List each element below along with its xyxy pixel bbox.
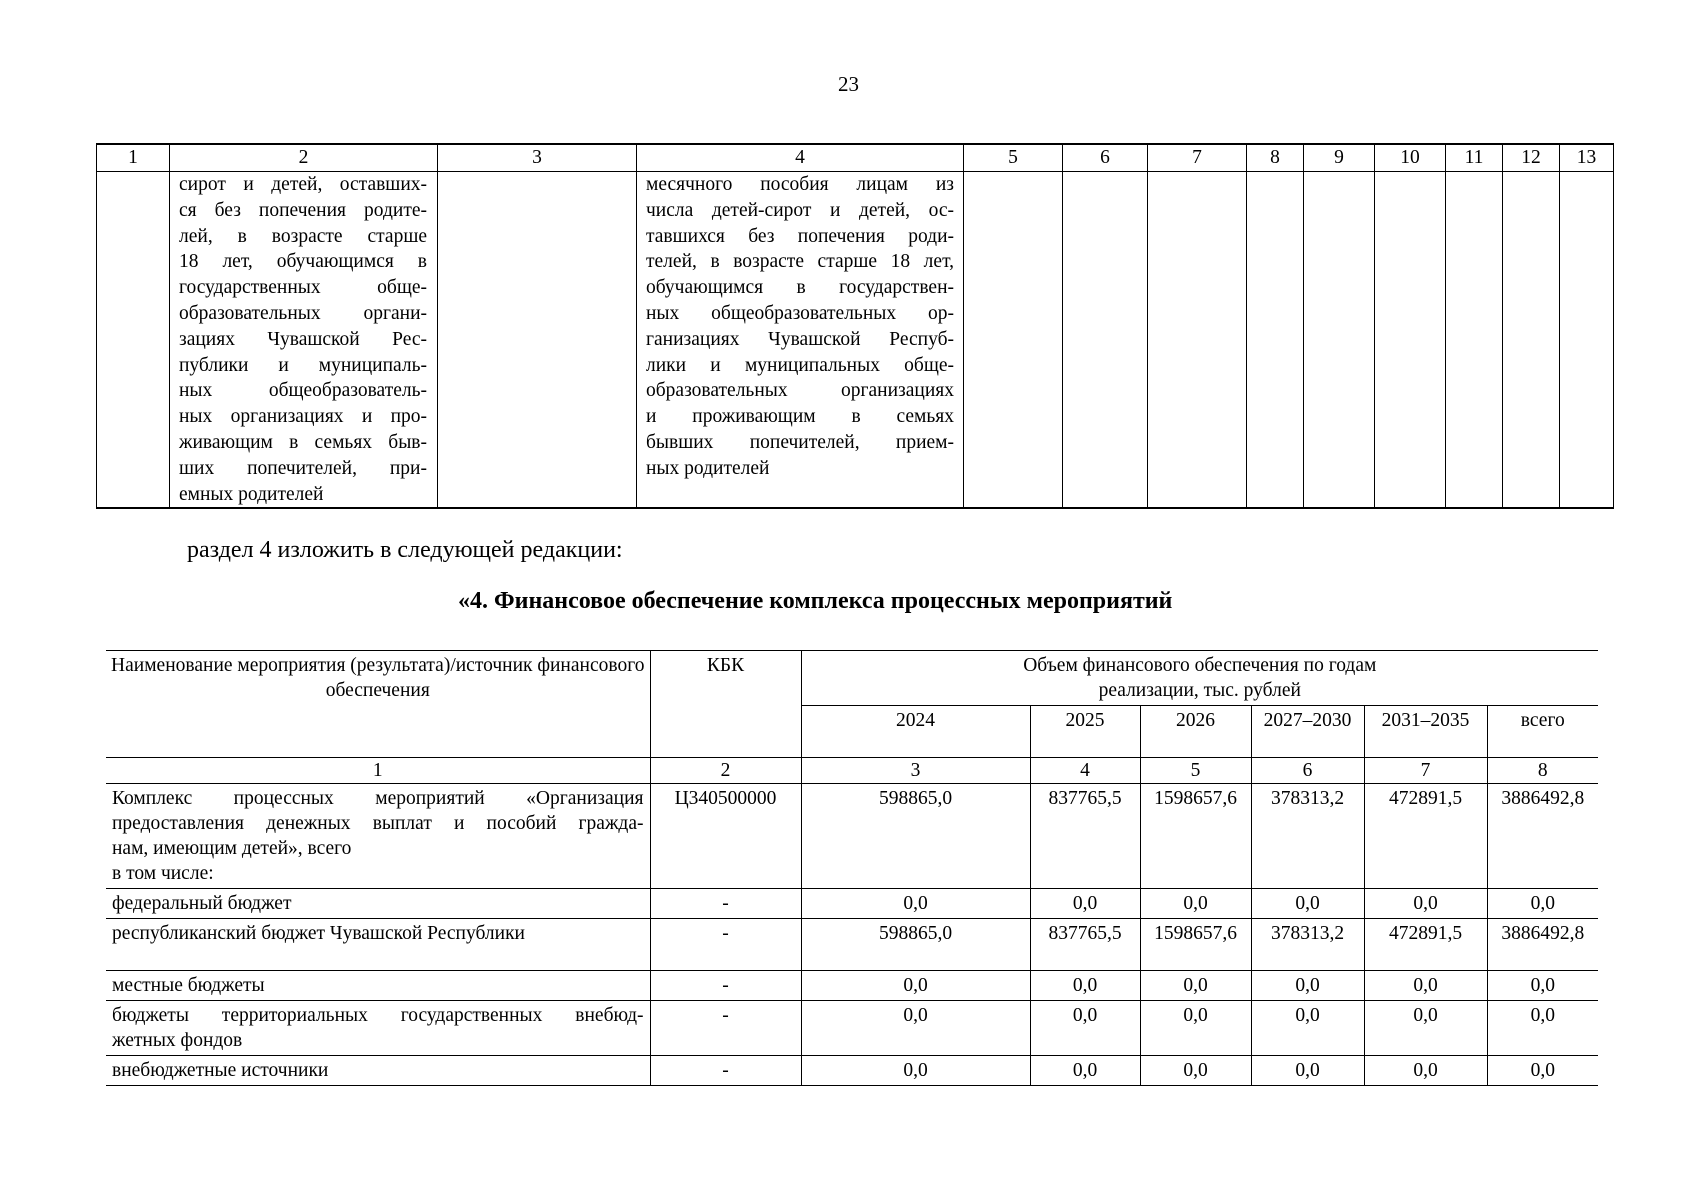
finance-header-row bbox=[106, 651, 1598, 706]
value-cell: 0,0 bbox=[1251, 1001, 1364, 1056]
value-cell: 0,0 bbox=[1251, 889, 1364, 919]
index-cell: 4 bbox=[1030, 758, 1140, 784]
header-kbk-cell: КБК bbox=[650, 651, 801, 758]
text-line: ных общеобразовательных ор- bbox=[646, 302, 954, 324]
value-cell: 0,0 bbox=[1140, 971, 1251, 1001]
year-header: 2026 bbox=[1140, 706, 1251, 758]
table-row bbox=[106, 784, 1598, 889]
value-cell: 1598657,6 bbox=[1140, 784, 1251, 889]
value-cell: 0,0 bbox=[1364, 971, 1487, 1001]
payment-description-cell bbox=[637, 172, 964, 509]
value-cell: 598865,0 bbox=[801, 784, 1030, 889]
text-line: ся без попечения родите- bbox=[179, 199, 427, 221]
text-line: республиканский бюджет Чувашской Республики bbox=[112, 923, 525, 944]
table-row bbox=[106, 889, 1598, 919]
value-cell: 0,0 bbox=[1030, 889, 1140, 919]
text-line: жетных фондов bbox=[112, 1030, 243, 1051]
value-cell: 0,0 bbox=[801, 889, 1030, 919]
text-line: зациях Чувашской Рес- bbox=[179, 328, 427, 350]
value-cell: 1598657,6 bbox=[1140, 919, 1251, 971]
value-cell: 0,0 bbox=[1487, 1056, 1598, 1086]
kbk-cell: - bbox=[650, 889, 801, 919]
column-header: 3 bbox=[438, 144, 637, 172]
text-line: государственных обще- bbox=[179, 277, 427, 299]
table-cell bbox=[1446, 172, 1503, 509]
value-cell: 0,0 bbox=[1030, 1001, 1140, 1056]
index-cell: 7 bbox=[1364, 758, 1487, 784]
text-line: в том числе: bbox=[112, 863, 214, 884]
text-line: Комплекс процессных мероприятий «Организация bbox=[112, 788, 644, 809]
text-line: ших попечителей, при- bbox=[179, 457, 427, 479]
text-line: 18 лет, обучающимся в bbox=[179, 251, 427, 273]
text-line: бывших попечителей, прием- bbox=[646, 431, 954, 453]
value-cell: 837765,5 bbox=[1030, 784, 1140, 889]
text-line: лики и муниципальных обще- bbox=[646, 354, 954, 376]
table-row bbox=[106, 919, 1598, 971]
index-cell: 1 bbox=[106, 758, 650, 784]
row-name-cell bbox=[106, 971, 650, 1001]
table-cell bbox=[438, 172, 637, 509]
column-header: 12 bbox=[1503, 144, 1560, 172]
value-cell: 378313,2 bbox=[1251, 919, 1364, 971]
table-cell bbox=[1247, 172, 1304, 509]
column-header: 6 bbox=[1063, 144, 1148, 172]
table-cell bbox=[964, 172, 1063, 509]
value-cell: 837765,5 bbox=[1030, 919, 1140, 971]
row-name-cell bbox=[106, 1001, 650, 1056]
value-cell: 0,0 bbox=[1364, 889, 1487, 919]
text-line: внебюджетные источники bbox=[112, 1060, 329, 1081]
text-line: предоставления денежных выплат и пособий гражда- bbox=[112, 813, 644, 834]
index-cell: 5 bbox=[1140, 758, 1251, 784]
text-line: сирот и детей, оставших- bbox=[179, 174, 427, 195]
column-header: 2 bbox=[170, 144, 438, 172]
table-cell bbox=[1375, 172, 1446, 509]
continuation-header-row bbox=[97, 144, 1614, 172]
kbk-cell: Ц340500000 bbox=[650, 784, 801, 889]
value-cell: 0,0 bbox=[1140, 1001, 1251, 1056]
row-name-cell bbox=[106, 1056, 650, 1086]
year-header: 2027–2030 bbox=[1251, 706, 1364, 758]
value-cell: 472891,5 bbox=[1364, 784, 1487, 889]
column-index-row bbox=[106, 758, 1598, 784]
header-volume-cell bbox=[801, 651, 1598, 706]
value-cell: 3886492,8 bbox=[1487, 919, 1598, 971]
value-cell: 3886492,8 bbox=[1487, 784, 1598, 889]
column-header: 9 bbox=[1304, 144, 1375, 172]
value-cell: 0,0 bbox=[1140, 1056, 1251, 1086]
row-name-cell bbox=[106, 784, 650, 889]
text-line: живающим в семьях быв- bbox=[179, 431, 427, 453]
section-title: «4. Финансовое обеспечение комплекса процессных мероприятий bbox=[458, 588, 1173, 614]
text-line: образовательных органи- bbox=[179, 302, 427, 324]
table-cell bbox=[1304, 172, 1375, 509]
column-header: 10 bbox=[1375, 144, 1446, 172]
table-cell bbox=[1503, 172, 1560, 509]
text-line: ганизациях Чувашской Респуб- bbox=[646, 328, 954, 350]
index-cell: 6 bbox=[1251, 758, 1364, 784]
year-header: 2025 bbox=[1030, 706, 1140, 758]
table-row bbox=[106, 1056, 1598, 1086]
column-header: 7 bbox=[1148, 144, 1247, 172]
text-line: образовательных организациях bbox=[646, 380, 954, 402]
value-cell: 0,0 bbox=[801, 1001, 1030, 1056]
text-line: ных общеобразователь- bbox=[179, 380, 427, 402]
text-line: телей, в возрасте старше 18 лет, bbox=[646, 251, 954, 273]
table-cell bbox=[97, 172, 170, 509]
column-header: 13 bbox=[1560, 144, 1614, 172]
column-header: 8 bbox=[1247, 144, 1304, 172]
table-cell bbox=[1063, 172, 1148, 509]
kbk-cell: - bbox=[650, 1056, 801, 1086]
value-cell: 0,0 bbox=[1487, 971, 1598, 1001]
kbk-cell: - bbox=[650, 919, 801, 971]
text-line: обучающимся в государствен- bbox=[646, 277, 954, 299]
table-cell bbox=[1560, 172, 1614, 509]
value-cell: 0,0 bbox=[1364, 1056, 1487, 1086]
value-cell: 0,0 bbox=[801, 1056, 1030, 1086]
table-cell bbox=[1148, 172, 1247, 509]
value-cell: 0,0 bbox=[801, 971, 1030, 1001]
value-cell: 0,0 bbox=[1251, 971, 1364, 1001]
text-line: федеральный бюджет bbox=[112, 893, 292, 914]
value-cell: 0,0 bbox=[1487, 1001, 1598, 1056]
text-line: местные бюджеты bbox=[112, 975, 265, 996]
value-cell: 0,0 bbox=[1251, 1056, 1364, 1086]
column-header: 1 bbox=[97, 144, 170, 172]
text-line: числа детей-сирот и детей, ос- bbox=[646, 199, 954, 221]
value-cell: 0,0 bbox=[1140, 889, 1251, 919]
table-row bbox=[97, 172, 1614, 509]
text-line: ных родителей bbox=[646, 457, 770, 479]
value-cell: 472891,5 bbox=[1364, 919, 1487, 971]
header-volume-line: Объем финансового обеспечения по годам bbox=[1023, 655, 1377, 676]
row-name-cell bbox=[106, 919, 650, 971]
year-header: 2024 bbox=[801, 706, 1030, 758]
text-line: и проживающим в семьях bbox=[646, 406, 954, 428]
kbk-cell: - bbox=[650, 971, 801, 1001]
text-line: емных родителей bbox=[179, 483, 324, 505]
column-header: 4 bbox=[637, 144, 964, 172]
year-header: 2031–2035 bbox=[1364, 706, 1487, 758]
value-cell: 378313,2 bbox=[1251, 784, 1364, 889]
row-name-cell bbox=[106, 889, 650, 919]
value-cell: 598865,0 bbox=[801, 919, 1030, 971]
text-line: тавшихся без попечения роди- bbox=[646, 225, 954, 247]
continuation-table bbox=[96, 143, 1614, 509]
page-number: 23 bbox=[838, 72, 859, 96]
value-cell: 0,0 bbox=[1030, 971, 1140, 1001]
value-cell: 0,0 bbox=[1030, 1056, 1140, 1086]
column-header: 11 bbox=[1446, 144, 1503, 172]
kbk-cell: - bbox=[650, 1001, 801, 1056]
column-header: 5 bbox=[964, 144, 1063, 172]
table-row bbox=[106, 971, 1598, 1001]
text-line: месячного пособия лицам из bbox=[646, 174, 954, 195]
index-cell: 3 bbox=[801, 758, 1030, 784]
table-row bbox=[106, 1001, 1598, 1056]
value-cell: 0,0 bbox=[1364, 1001, 1487, 1056]
text-line: лей, в возрасте старше bbox=[179, 225, 427, 247]
header-volume-line: реализации, тыс. рублей bbox=[1098, 680, 1301, 701]
text-line: бюджеты территориальных государственных внебюд- bbox=[112, 1005, 644, 1026]
finance-table bbox=[106, 650, 1598, 1086]
text-line: публики и муниципаль- bbox=[179, 354, 427, 376]
text-line: ных организациях и про- bbox=[179, 406, 427, 428]
recipient-description-cell bbox=[170, 172, 438, 509]
header-name-cell: Наименование мероприятия (результата)/источник финансового обеспечения bbox=[106, 651, 650, 758]
index-cell: 8 bbox=[1487, 758, 1598, 784]
value-cell: 0,0 bbox=[1487, 889, 1598, 919]
text-line: нам, имеющим детей», всего bbox=[112, 838, 352, 859]
index-cell: 2 bbox=[650, 758, 801, 784]
intro-paragraph: раздел 4 изложить в следующей редакции: bbox=[187, 537, 623, 563]
year-header: всего bbox=[1487, 706, 1598, 758]
